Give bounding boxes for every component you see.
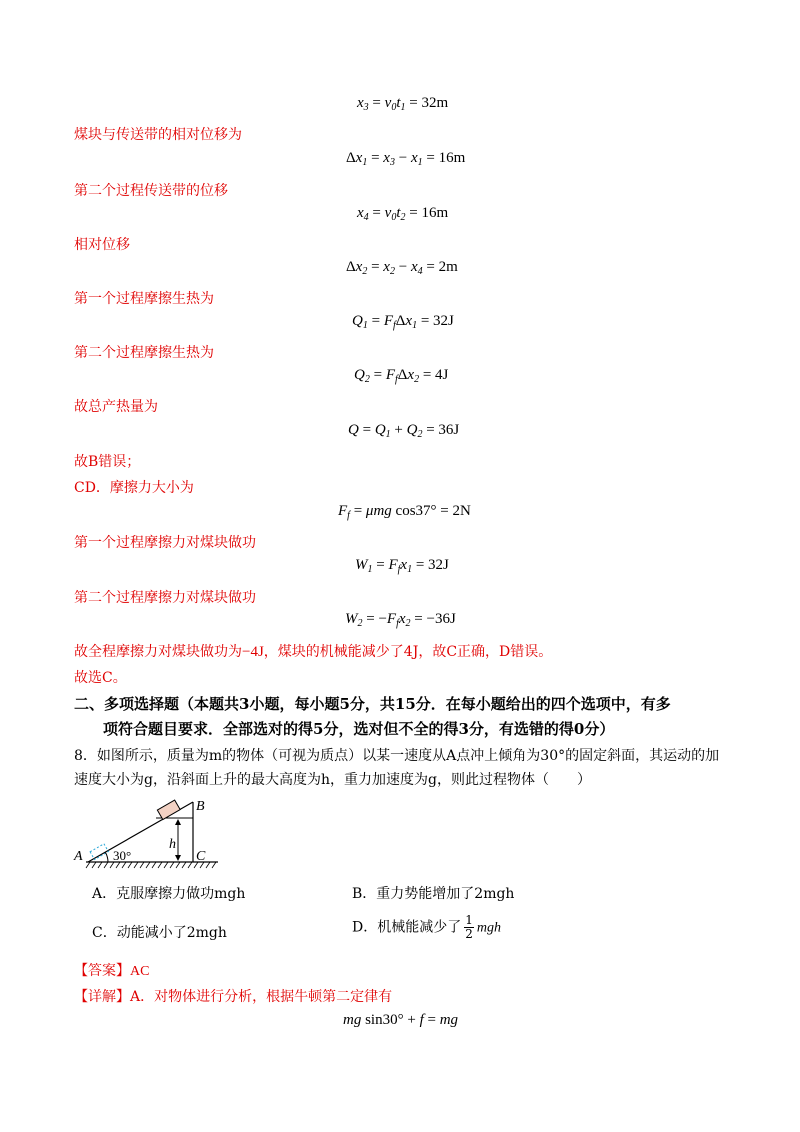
text-line: 故B错误； xyxy=(74,454,141,470)
label-angle: 30° xyxy=(113,848,132,863)
text-line: 第二个过程传送带的位移 xyxy=(74,183,228,199)
section-heading: 项符合题目要求．全部选对的得5分，选对但不全的得3分，有选错的得0分） xyxy=(103,720,615,738)
question-text: 速度大小为g，沿斜面上升的最大高度为h，重力加速度为g，则此过程物体（ ） xyxy=(74,772,591,788)
label-h: h xyxy=(169,837,176,852)
text-line: 第一个过程摩擦生热为 xyxy=(74,291,214,307)
detail-line: 【详解】A．对物体进行分析，根据牛顿第二定律有 xyxy=(74,989,393,1005)
equation-x3: $x_3 = v_0t_1 = 32m$ xyxy=(357,95,449,113)
equation-newton: mg sin30° + f = mg xyxy=(343,1012,459,1028)
equation-w2: $W_2 = -F_fx_2 = -36J$ xyxy=(345,611,456,629)
text-line: 煤块与传送带的相对位移为 xyxy=(74,127,242,143)
text-line: 第一个过程摩擦力对煤块做功 xyxy=(74,535,256,551)
detail-tag: 【详解】 xyxy=(74,989,130,1005)
text-line: 故选C。 xyxy=(74,670,127,686)
height-arrow-down xyxy=(175,855,181,861)
text-line: 第二个过程摩擦力对煤块做功 xyxy=(74,590,256,606)
question-text: 8．如图所示，质量为m的物体（可视为质点）以某一速度从A点冲上倾角为30°的固定斜面，其运动的加 xyxy=(74,748,720,764)
fraction-half: $\frac{1}{2}$ xyxy=(465,913,473,941)
text-line: 故总产热量为 xyxy=(74,399,158,415)
equation-delta-x1: $\Delta x_1 = x_3 - x_1 = 16m$ xyxy=(346,150,466,168)
option-b: B．重力势能增加了2mgh xyxy=(352,886,515,902)
equation-friction: $F_f = \mu mg$ cos37° = 2N xyxy=(338,503,471,521)
equation-q-total: $Q = Q_1 + Q_2 = 36J$ xyxy=(348,422,460,440)
equation-w1: $W_1 = F_fx_1 = 32J$ xyxy=(355,557,449,575)
label-a: A xyxy=(74,849,83,864)
equation-q2: $Q_2 = F_f\Delta x_2 = 4J$ xyxy=(354,367,449,385)
answer-tag: 【答案】 xyxy=(74,963,130,979)
option-a: A．克服摩擦力做功mgh xyxy=(92,886,246,902)
option-c: C．动能减小了2mgh xyxy=(92,925,227,941)
equation-q1: $Q_1 = F_f\Delta x_1 = 32J$ xyxy=(352,313,454,331)
option-d: D．机械能减少了 $\frac{1}{2}$ mgh xyxy=(352,913,501,941)
block-top xyxy=(157,800,180,820)
text-line: 故全程摩擦力对煤块做功为−4J，煤块的机械能减少了4J，故C正确，D错误。 xyxy=(74,644,553,660)
height-arrow-up xyxy=(175,819,181,825)
label-c: C xyxy=(196,849,206,864)
equation-x4: $x_4 = v_0t_2 = 16m$ xyxy=(357,205,449,223)
text-line: 相对位移 xyxy=(74,237,130,253)
answer-line xyxy=(74,960,149,980)
answer-value: AC xyxy=(130,964,150,979)
label-b: B xyxy=(196,799,205,814)
text-line: 第二个过程摩擦生热为 xyxy=(74,345,214,361)
incline-figure xyxy=(70,796,230,872)
text-line: CD．摩擦力大小为 xyxy=(74,480,194,496)
equation-delta-x2: $\Delta x_2 = x_2 - x_4 = 2m$ xyxy=(346,259,458,277)
section-heading: 二、多项选择题（本题共3小题，每小题5分，共15分．在每小题给出的四个选项中，有多 xyxy=(74,695,671,713)
angle-arc xyxy=(106,853,109,863)
